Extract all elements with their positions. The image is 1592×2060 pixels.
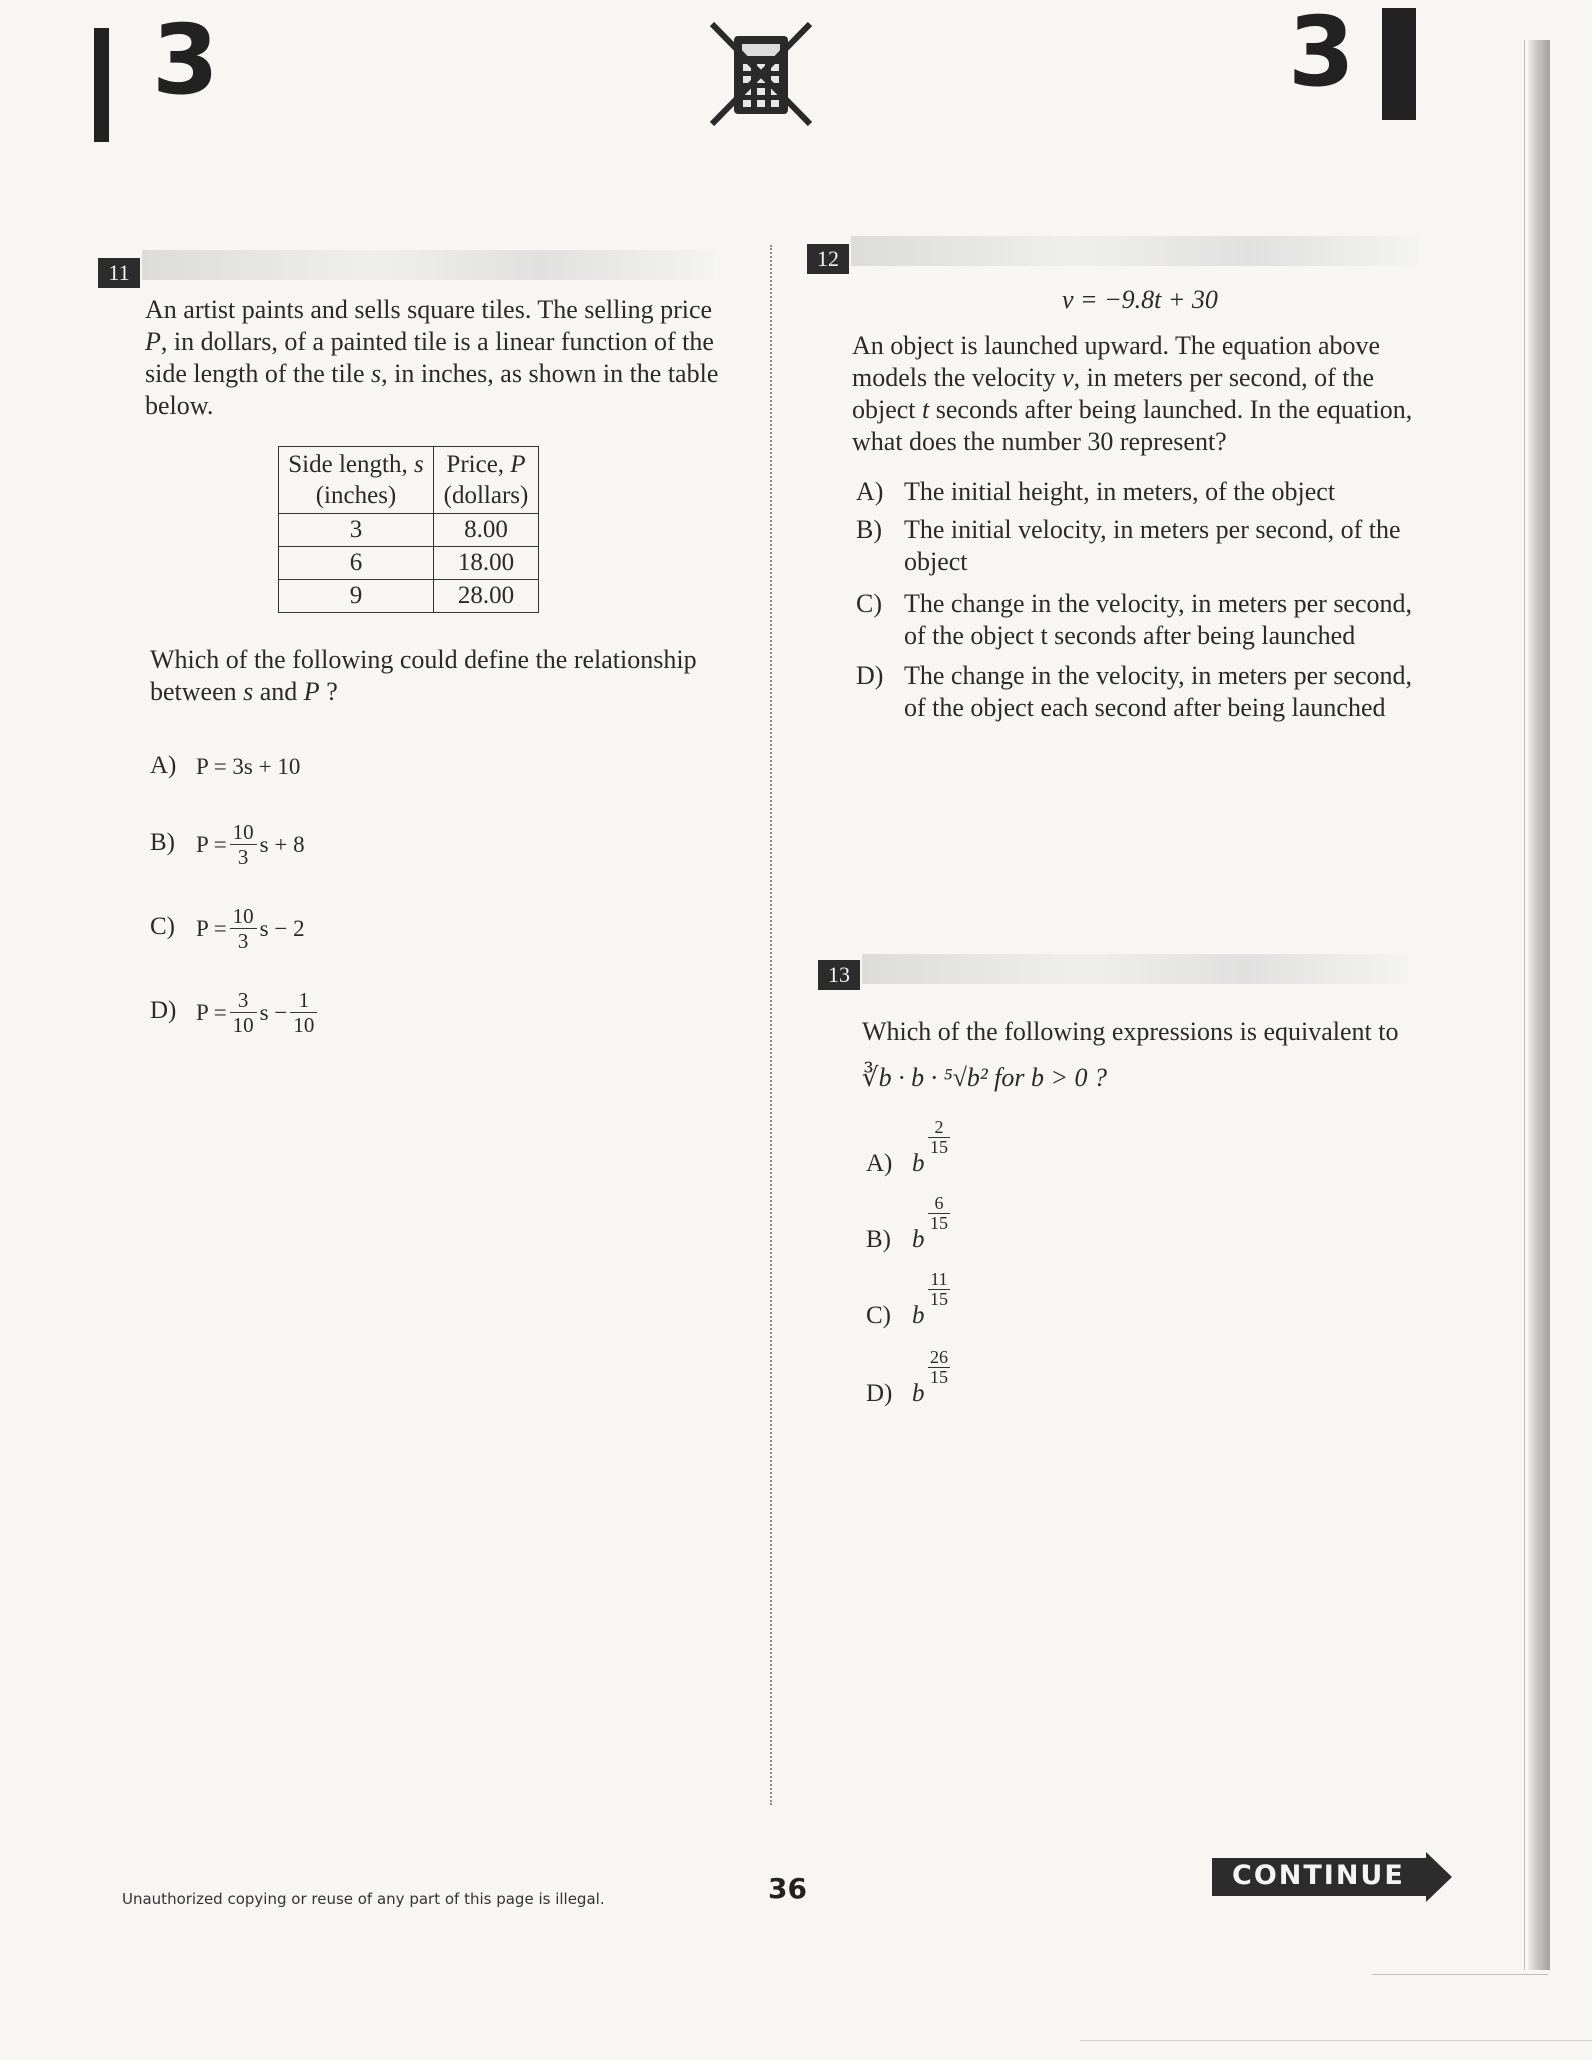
table-cell: 18.00	[434, 547, 539, 580]
question-12-intro: An object is launched upward. The equation above models the velocity v, in meters per second, of the object t seconds after being launched. In the equation, what does the number 30 represent?	[852, 331, 1413, 456]
answer-choice-12c[interactable]: C) The change in the velocity, in meters per second, of the object t seconds after being launched	[856, 589, 1413, 650]
table-row	[279, 547, 539, 580]
side-length-price-table	[278, 446, 539, 613]
fraction: $\frac{10}{3}$	[230, 904, 257, 953]
question-number-13: 13	[818, 960, 860, 990]
answer-choice-13d[interactable]: D) b 26 15	[866, 1347, 948, 1407]
scan-edge-line	[1080, 2040, 1592, 2041]
exponent-fraction: 26 15	[930, 1347, 948, 1387]
answer-choice-12d[interactable]: D) The change in the velocity, in meters per second, of the object each second after being launched	[856, 661, 1413, 722]
answer-choice-11b[interactable]: B) P = $\frac{10}{3}$ s + 8	[150, 820, 305, 869]
question-number-12: 12	[807, 244, 849, 274]
table-row	[279, 580, 539, 613]
column-divider	[770, 245, 772, 1805]
question-number-11: 11	[98, 258, 140, 288]
copyright-notice: Unauthorized copying or reuse of any part of this page is illegal.	[122, 1890, 605, 1908]
exponent-expression: b 11 15	[912, 1269, 948, 1329]
answer-choice-11c[interactable]: C) P = $\frac{10}{3}$ s − 2	[150, 904, 305, 953]
question-11-intro: An artist paints and sells square tiles. The selling price P, in dollars, of a painted tile is a linear function of the side length of the tile s, in inches, as shown in the table below.	[145, 295, 719, 420]
exponent-fraction: 2 15	[930, 1117, 948, 1157]
radical-expression: ∛b · b · ⁵√b² for b > 0 ?	[862, 1063, 1108, 1092]
page-number: 36	[768, 1872, 807, 1905]
fraction: $\frac{1}{10}$	[290, 988, 317, 1037]
section-number-right: 3	[1288, 0, 1355, 108]
velocity-equation: v = −9.8t + 30	[1062, 285, 1218, 314]
no-calculator-icon	[706, 20, 816, 128]
table-header-row	[279, 447, 539, 514]
exponent-fraction: 6 15	[930, 1193, 948, 1233]
answer-choice-13b[interactable]: B) b 6 15	[866, 1193, 948, 1253]
continue-button[interactable]: CONTINUE	[1232, 1860, 1405, 1891]
answer-choice-13c[interactable]: C) b 11 15	[866, 1269, 948, 1329]
question-13-header-shade	[862, 954, 1408, 984]
question-12-header-shade	[851, 236, 1419, 266]
table-cell: 8.00	[434, 514, 539, 547]
section-bar-right	[1382, 8, 1416, 120]
answer-choice-11a[interactable]: A) P = 3s + 10	[150, 752, 301, 780]
fraction: $\frac{3}{10}$	[230, 988, 257, 1037]
answer-choice-12b[interactable]: B) The initial velocity, in meters per second, of the object	[856, 515, 1401, 576]
fraction: $\frac{10}{3}$	[230, 820, 257, 869]
question-11-header-shade	[142, 250, 714, 280]
table-row	[279, 514, 539, 547]
exponent-expression: b 26 15	[912, 1347, 948, 1407]
table-header-price: Price, P (dollars)	[434, 447, 539, 514]
answer-choice-12a[interactable]: A) The initial height, in meters, of the object	[856, 477, 1336, 506]
page-edge-shadow	[1528, 40, 1550, 1970]
table-cell: 9	[279, 580, 434, 613]
section-number-left: 3	[152, 4, 219, 116]
table-cell: 3	[279, 514, 434, 547]
question-13-prompt: Which of the following expressions is equivalent to	[862, 1017, 1399, 1046]
exponent-expression: b 6 15	[912, 1193, 948, 1253]
table-cell: 28.00	[434, 580, 539, 613]
exponent-expression: b 2 15	[912, 1117, 948, 1177]
scan-edge-line	[1372, 1974, 1548, 1975]
page-edge-line	[1524, 40, 1525, 1970]
answer-choice-13a[interactable]: A) b 2 15	[866, 1117, 948, 1177]
section-bar-left	[94, 28, 109, 142]
table-cell: 6	[279, 547, 434, 580]
answer-choice-11d[interactable]: D) P = $\frac{3}{10}$ s − $\frac{1}{10}$	[150, 988, 320, 1037]
exponent-fraction: 11 15	[930, 1269, 948, 1309]
question-11-prompt: Which of the following could define the relationship between s and P ?	[150, 645, 697, 706]
table-header-side-length: Side length, s (inches)	[279, 447, 434, 514]
